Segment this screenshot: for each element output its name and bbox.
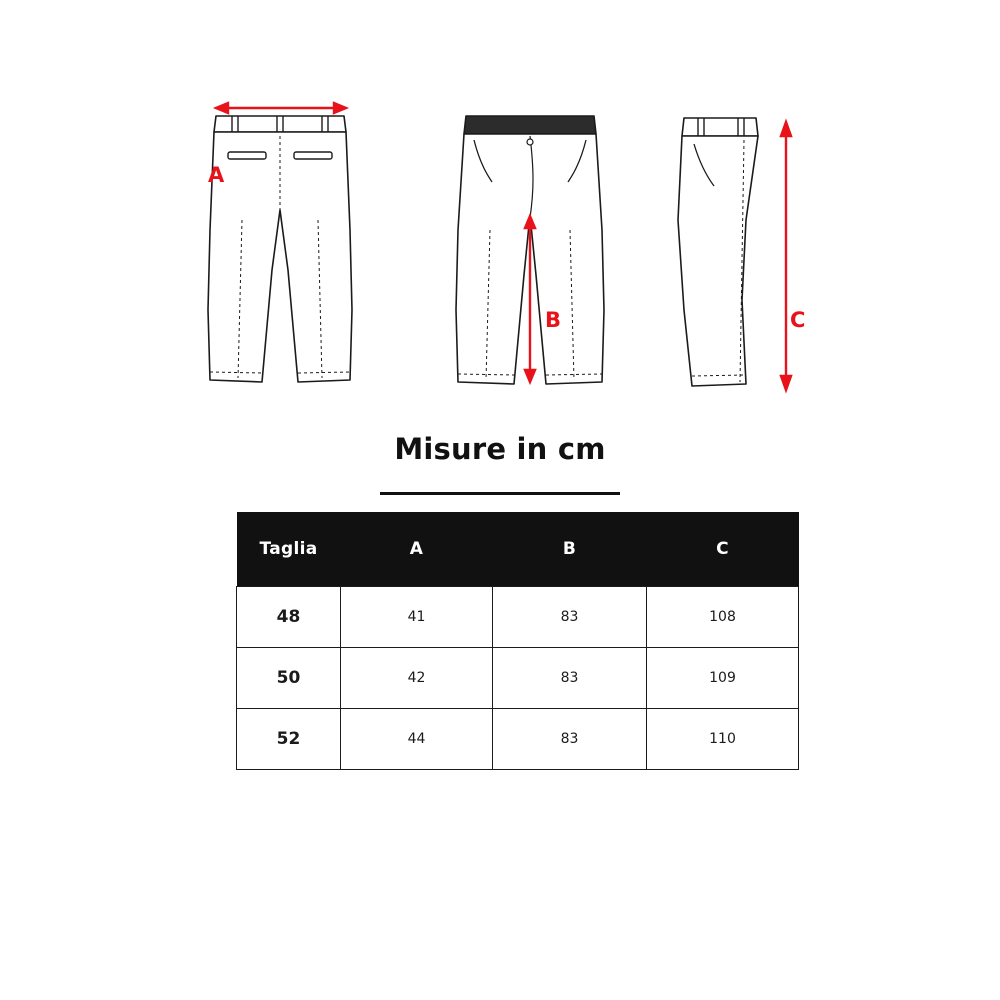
size-table (236, 512, 799, 770)
illustrations-area (0, 60, 1000, 420)
title-block (0, 432, 1000, 495)
cell-b: 83 (493, 709, 647, 770)
title-divider (380, 492, 620, 495)
table-header-row (237, 512, 799, 587)
table-row (237, 648, 799, 709)
size-table-wrapper (236, 512, 798, 770)
measurement-label-c: C (790, 308, 806, 332)
cell-b: 83 (493, 587, 647, 648)
trousers-side-view (660, 60, 860, 400)
measurement-label-b: B (545, 308, 562, 332)
column-header-size: Taglia (237, 512, 341, 587)
measurement-label-a: A (208, 163, 225, 187)
cell-a: 41 (341, 587, 493, 648)
table-row (237, 709, 799, 770)
cell-size: 50 (237, 648, 341, 709)
column-header-c: C (647, 512, 799, 587)
cell-b: 83 (493, 648, 647, 709)
cell-size: 52 (237, 709, 341, 770)
column-header-b: B (493, 512, 647, 587)
cell-a: 44 (341, 709, 493, 770)
page-title: Misure in cm (394, 432, 606, 466)
cell-c: 110 (647, 709, 799, 770)
cell-c: 109 (647, 648, 799, 709)
table-row (237, 587, 799, 648)
cell-c: 108 (647, 587, 799, 648)
cell-a: 42 (341, 648, 493, 709)
column-header-a: A (341, 512, 493, 587)
trousers-front-view (180, 60, 400, 400)
trousers-back-view (430, 60, 630, 400)
cell-size: 48 (237, 587, 341, 648)
